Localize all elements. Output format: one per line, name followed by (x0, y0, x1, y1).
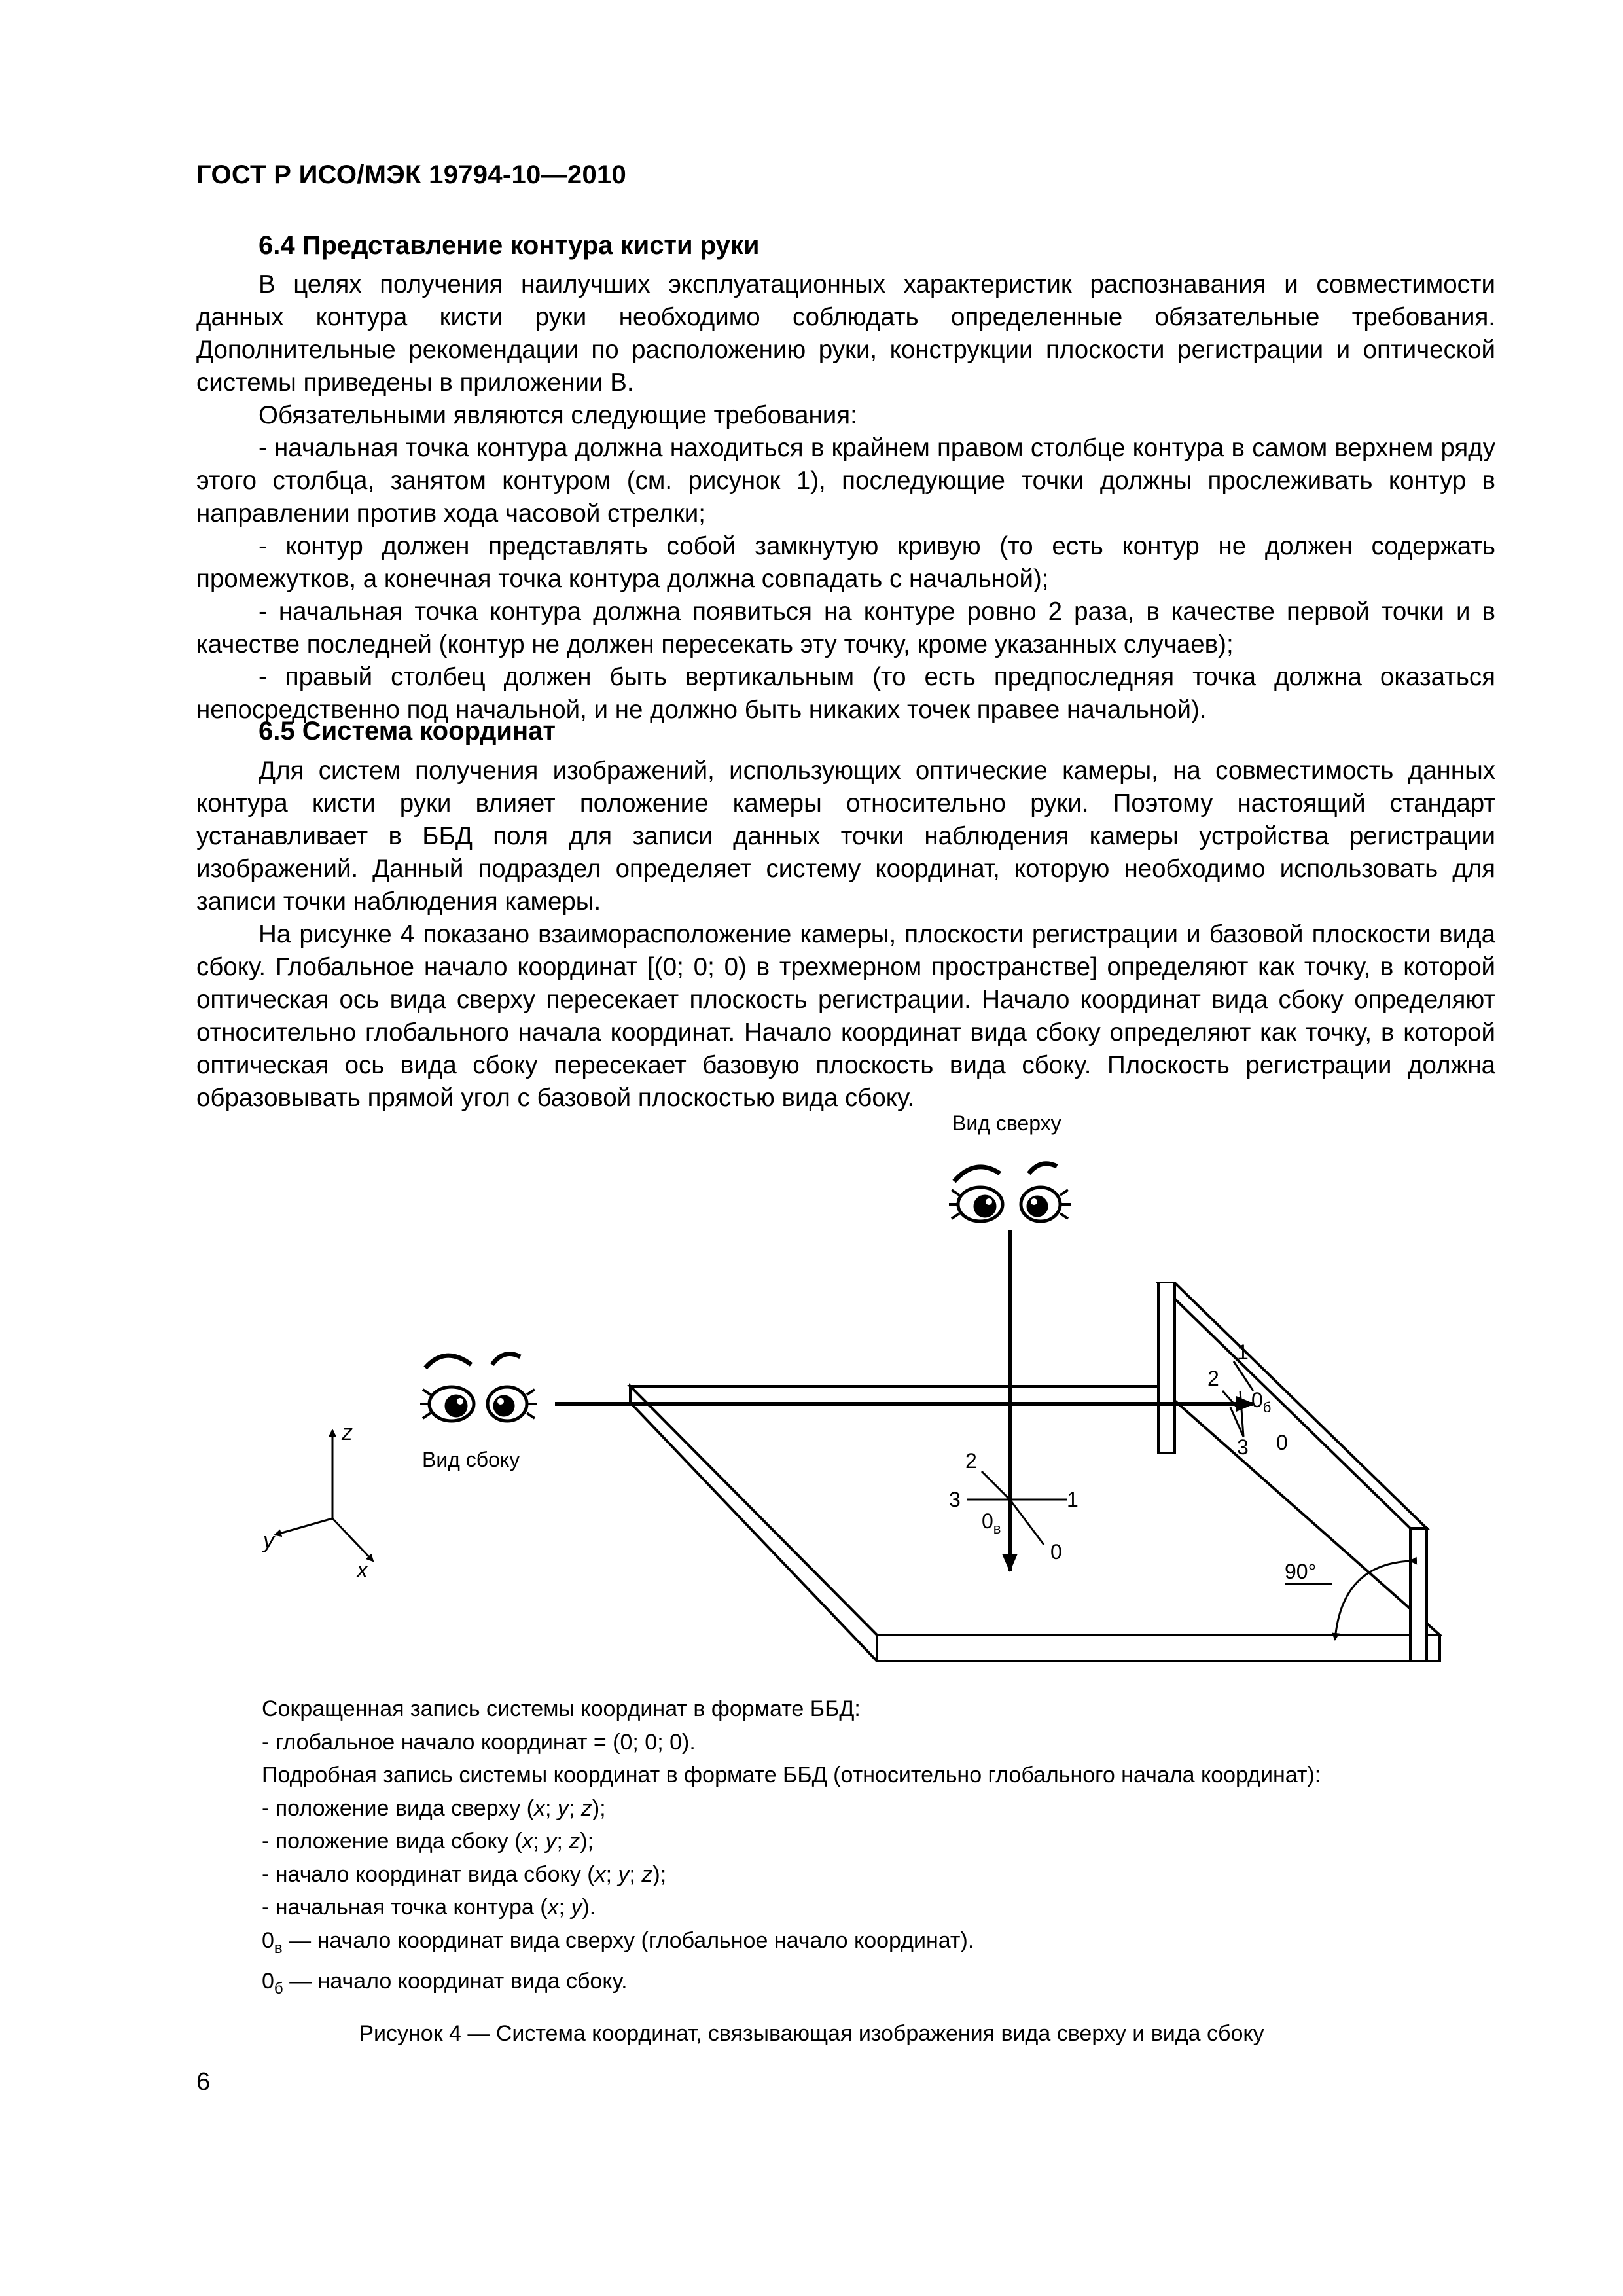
section-6-5-title: 6.5 Система координат (259, 717, 556, 745)
note-line: - начальная точка контура (x; y). (262, 1895, 596, 1920)
paragraph: Обязательными являются следующие требования: (259, 401, 857, 429)
global-axes (275, 1430, 373, 1561)
top-origin-label: $0_в$ (982, 1509, 1001, 1537)
coordinate-system-figure (0, 1100, 1623, 1689)
list-item: - контур должен представлять собой замкнутую кривую (то есть контур не должен содержать промежутков, а конечная точка контура должна совпадать с начальной); (196, 532, 1495, 593)
side-origin-axes (1222, 1361, 1253, 1437)
axis-y-label: y (263, 1528, 274, 1553)
side-axis-0: 0 (1276, 1431, 1288, 1454)
top-axis-0: 0 (1050, 1540, 1062, 1564)
note-line: - глобальное начало координат = (0; 0; 0). (262, 1729, 696, 1755)
side-axis-1: 1 (1237, 1340, 1249, 1364)
page-number: 6 (196, 2068, 211, 2096)
list-item: - правый столбец должен быть вертикальным (то есть предпоследняя точка должна оказаться непосредственно под начальной, и не должно быть никаких точек правее начальной). (196, 663, 1495, 724)
list-item: - начальная точка контура должна появиться на контуре ровно 2 раза, в качестве первой точки и в качестве последней (контур не должен пересекать эту точку, кроме указанных случаев); (196, 598, 1495, 658)
paragraph: Для систем получения изображений, использующих оптические камеры, на совместимость данных контура кисти руки влияет положение камеры относительно руки. Поэтому настоящий стандарт устанавливает в ББД поля для записи данных точки наблюдения камеры устройства регистрации изображений. Данный подраздел определяет систему координат, которую необходимо использовать для записи точки наблюдения камеры. (196, 757, 1495, 916)
side-view-label: Вид сбоку (422, 1448, 520, 1471)
paragraph: В целях получения наилучших эксплуатационных характеристик распознавания и совместимости данных контура кисти руки необходимо соблюдать определенные обязательные требования. Дополнительные рекомендации по расположению руки, конструкции плоскости регистрации и оптической системы приведены в приложении В. (196, 270, 1495, 397)
side-axis-2: 2 (1207, 1367, 1219, 1390)
section-6-4-body (196, 268, 1495, 726)
section-6-5-body (196, 755, 1495, 1115)
note-line: Подробная запись системы координат в формате ББД (относительно глобального начала координат): (262, 1763, 1321, 1787)
figure-notes (262, 1693, 1505, 2005)
note-line: - положение вида сверху (x; y; z); (262, 1795, 606, 1821)
note-line: - положение вида сбоку (x; y; z); (262, 1829, 594, 1854)
axis-z-label: z (342, 1420, 353, 1445)
legend-side-origin: $0_б$ — начало координат вида сбоку. (262, 1968, 628, 1998)
top-axis-3: 3 (949, 1488, 961, 1511)
top-axis-1: 1 (1067, 1488, 1079, 1511)
list-item: - начальная точка контура должна находиться в крайнем правом столбце контура в самом верхнем ряду этого столбца, занятом контуром (см. рисунок 1), последующие точки должны прослеживать контур в направлении против хода часовой стрелки; (196, 434, 1495, 528)
note-line: - начало координат вида сбоку (x; y; z); (262, 1861, 667, 1887)
top-axis-2: 2 (965, 1449, 977, 1473)
side-view-eyes-icon (420, 1354, 537, 1421)
figure-caption: Рисунок 4 — Система координат, связывающая изображения вида сверху и вида сбоку (359, 2021, 1264, 2046)
legend-top-origin: $0_в$ — начало координат вида сверху (глобальное начало координат). (262, 1928, 974, 1957)
note-line: Сокращенная запись системы координат в формате ББД: (262, 1696, 861, 1721)
paragraph: На рисунке 4 показано взаиморасположение камеры, плоскости регистрации и базовой плоскости вида сбоку. Глобальное начало координат [(0; 0; 0) в трехмерном пространстве] определяют как точку, в которой оптическая ось вида сверху пересекает плоскость регистрации. Начало координат вида сбоку определяют относительно глобального начала координат. Начало координат вида сбоку определяют как точку, в которой оптическая ось вида сбоку пересекает базовую плоскость вида сбоку. Плоскость регистрации должна образовывать прямой угол с базовой плоскостью вида сбоку. (196, 920, 1495, 1112)
angle-label: 90° (1285, 1560, 1317, 1583)
side-axis-3: 3 (1237, 1435, 1249, 1459)
section-6-4-title: 6.4 Представление контура кисти руки (259, 231, 760, 260)
standard-header: ГОСТ Р ИСО/МЭК 19794-10—2010 (196, 160, 627, 189)
top-view-eyes-icon (949, 1164, 1071, 1221)
axis-x-label: x (357, 1558, 368, 1583)
top-view-label: Вид сверху (952, 1111, 1061, 1135)
side-origin-label: $0_б$ (1251, 1388, 1272, 1416)
